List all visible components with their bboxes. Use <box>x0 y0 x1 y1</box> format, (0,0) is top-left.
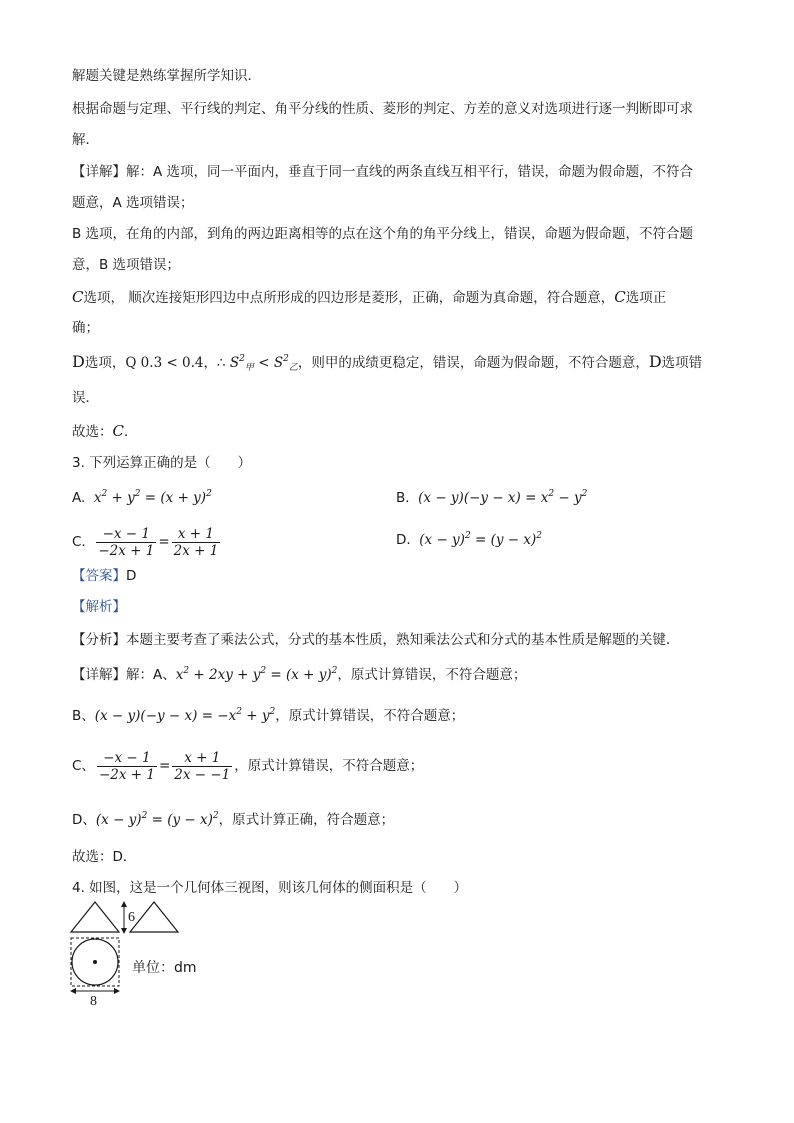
unit-label: 单位：dm <box>132 960 197 976</box>
text-line: 解． <box>72 132 99 148</box>
answer-line <box>72 566 136 586</box>
choose-line: 故选：D． <box>72 849 137 865</box>
text-line: B 选项，在角的内部，到角的两边距离相等的点在这个角的角平分线上，错误，命题为假命题，不符合题 <box>72 226 694 242</box>
answer-value: D <box>126 568 137 584</box>
detail-b: B、$(x - y)(-y - x) = -x^2 + y^2$，原式计算错误，不符合题意； <box>72 707 465 724</box>
option-b: B. $(x - y)(-y - x) = x^2 - y^2$ <box>396 489 588 506</box>
text-line: 误． <box>72 390 99 406</box>
arrow-up-icon <box>121 901 127 907</box>
text-line: 确； <box>72 320 99 336</box>
question-3-stem: 3. 下列运算正确的是（ ） <box>72 455 252 471</box>
text-line: 解题关键是熟练掌握所学知识． <box>72 68 261 84</box>
width-label: 8 <box>90 994 97 1009</box>
text-line: 意，B 选项错误； <box>72 257 181 273</box>
option-d: D. $(x - y)^2 = (y - x)^2$ <box>396 531 542 548</box>
arrow-left-icon <box>70 988 76 994</box>
text-line: C选项， 顺次连接矩形四边中点所形成的四边形是菱形，正确，命题为真命题，符合题意，C选项正 <box>72 288 667 306</box>
detail-tag: 【详解】 <box>72 164 126 180</box>
height-label: 6 <box>128 910 135 925</box>
analysis-tag: 【解析】 <box>72 599 126 615</box>
arrow-right-icon <box>114 988 120 994</box>
center-dot <box>93 960 97 964</box>
text-line: 题意，A 选项错误； <box>72 195 194 211</box>
text-line: D选项，Q 0.3 < 0.4，∴ $S^2_甲 < S^2_乙$，则甲的成绩更稳定，错误，命题为假命题，不符合题意，D选项错 <box>72 352 703 373</box>
arrow-down-icon <box>121 928 127 934</box>
variance-inequality: $S^2_甲 < S^2_乙$ <box>229 354 298 373</box>
fenxi-line: 【分析】本题主要考查了乘法公式，分式的基本性质，熟知乘法公式和分式的基本性质是解题的关键． <box>72 632 680 648</box>
option-c: C. $\frac{-x - 1}{-2x + 1}$ = $\frac{x + 1}{2x + 1}$ <box>72 525 219 559</box>
text-line: 【详解】解：A 选项，同一平面内，垂直于同一直线的两条直线互相平行，错误，命题为假命题，不符合 <box>72 164 694 180</box>
detail-a: 【详解】解：A、$x^2 + 2xy + y^2 = (x + y)^2$，原式计算错误，不符合题意； <box>72 666 527 683</box>
fenxi-tag: 【分析】 <box>72 632 126 648</box>
detail-c: C、 $\frac{-x - 1}{-2x + 1}$ = $\frac{x + 1}{2x - -1}$ ，原式计算错误，不符合题意； <box>72 749 424 783</box>
side-view-triangle <box>130 902 178 932</box>
text-line: 根据命题与定理、平行线的判定、角平分线的性质、菱形的判定、方差的意义对选项进行逐一判断即可求 <box>72 101 693 117</box>
three-view-figure <box>68 897 208 1013</box>
option-a: A. $x^2 + y^2 = (x + y)^2$ <box>72 489 212 506</box>
detail-d: D、$(x - y)^2 = (y - x)^2$，原式计算正确，符合题意； <box>72 811 395 828</box>
analysis-line <box>72 597 126 617</box>
three-view-drawing <box>68 897 208 1009</box>
answer-tag: 【答案】 <box>72 568 126 584</box>
text-line: 故选：C． <box>72 422 138 440</box>
front-view-triangle <box>71 902 119 932</box>
question-4-stem: 4. 如图，这是一个几何体三视图，则该几何体的侧面积是（ ） <box>72 880 468 896</box>
